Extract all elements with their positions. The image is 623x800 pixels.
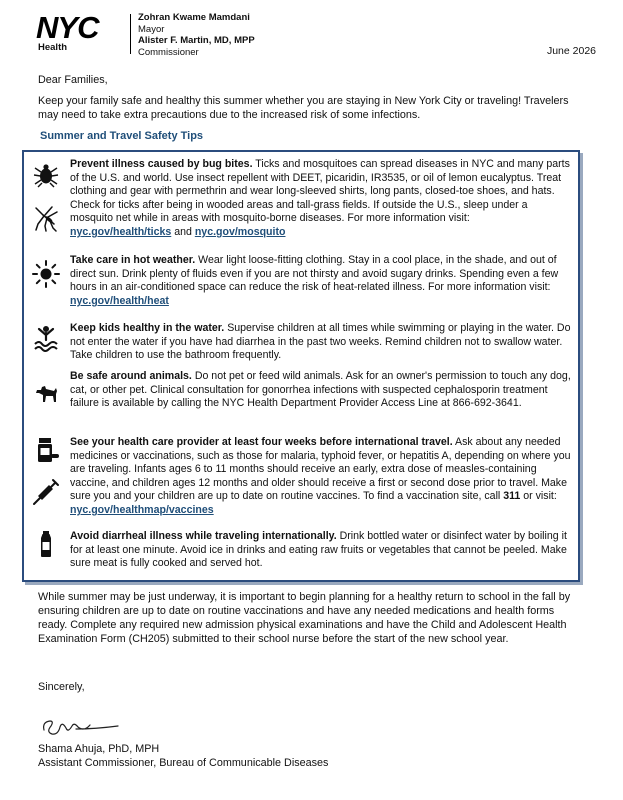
mayor-title: Mayor <box>138 23 165 35</box>
closing-paragraph: While summer may be just underway, it is important to begin planning for a healthy return to school in the fall by ensuring children are up to date on routine vaccinations and have any needed medications and health forms ready. Complete any required new admission physical examinations and have the Child and Adolescent Health Examination Form (CH205) submitted to their school nurse before the start of the new school year. <box>38 591 571 645</box>
commissioner-name: Alister F. Martin, MD, MPP <box>138 35 255 46</box>
syringe-icon <box>32 478 60 506</box>
sign-off: Sincerely, <box>38 681 85 693</box>
mayor-name: Zohran Kwame Mamdani <box>138 12 250 23</box>
tip-body: Supervise children at all times while swimming or playing in the water. Do not enter the water if you have had diarrhea in the past two weeks. Remind children not to swallow water. Take children to use the bathroom frequently. <box>70 322 571 362</box>
logo-text: NYC <box>36 10 99 45</box>
link-joiner: and <box>171 225 195 238</box>
tip-body: Wear light loose-fitting clothing. Stay in a cool place, in the shade, and out of direct sun. Drink plenty of fluids even if you are not thirsty and avoid sugary drinks. Spending even a few hours in an air-conditioned space can reduce the risk of heat-related illness. For more information visit: <box>70 254 559 294</box>
tip-heading: Prevent illness caused by bug bites. <box>70 158 253 170</box>
tip-body: Drink bottled water or disinfect water by boiling it for at least one minute. Avoid ice in drinks and eating raw fruits or vegetables that cannot be peeled. Make sure meat is fully cooked and served hot. <box>70 530 567 570</box>
signer-title: Assistant Commissioner, Bureau of Communicable Diseases <box>38 757 329 769</box>
ticks-link[interactable]: nyc.gov/health/ticks <box>70 225 172 238</box>
tip-provider-visit <box>70 436 572 518</box>
tip-animals <box>70 370 572 411</box>
tip-heading: Keep kids healthy in the water. <box>70 322 225 334</box>
letter-date: June 2026 <box>546 45 596 57</box>
tip-hot-weather <box>70 254 572 308</box>
tip-body: Do not pet or feed wild animals. Ask for an owner's permission to touch any dog, cat, or other pet. Clinical consultation for gonorrhea infections with suspected cephalosporin treatment failure is available by calling the NYC Health Department Provider Access Line at 866-692-3641. <box>70 370 571 410</box>
vaccines-link[interactable]: nyc.gov/healthmap/vaccines <box>70 503 214 516</box>
officials-block <box>138 12 255 58</box>
tips-box <box>22 150 580 582</box>
salutation: Dear Families, <box>38 74 108 86</box>
header-divider <box>130 14 131 54</box>
tip-bug-bites <box>70 158 572 240</box>
sun-icon <box>32 260 60 288</box>
signer-block <box>38 742 586 770</box>
logo-subtext: Health <box>38 42 68 53</box>
letterhead <box>36 12 596 62</box>
tick-icon <box>32 160 60 188</box>
dog-icon <box>32 380 60 408</box>
tip-body: Ask about any needed medicines or vaccinations, such as those for malaria, typhoid fever, or hepatitis A, depending on where you are traveling. Infants ages 6 to 11 months should receive an early, extra dose of measles-containing vaccine, and children ages 12 months and older should receive a first or second dose prior to travel. Make sure you and your children are up to date on routine vaccines. To find a vaccination site, call <box>70 436 571 503</box>
tip-heading: Avoid diarrheal illness while traveling internationally. <box>70 530 337 542</box>
tip-heading: See your health care provider at least four weeks before international travel. <box>70 436 453 448</box>
tip-body: Ticks and mosquitoes can spread diseases in NYC and many parts of the U.S. and world. Use insect repellent with DEET, picaridin, IR3535, or oil of lemon eucalyptus. Treat clothing and gear with permethrin and wear long-sleeved shirts, long pants, closed-toe shoes, and hats. Check for ticks after being in wooded areas and tall-grass fields. If outside the U.S., sleep under a mosquito net while in areas with mosquito-borne diseases. For more information visit: <box>70 158 570 225</box>
mosquito-link[interactable]: nyc.gov/mosquito <box>194 225 286 238</box>
handwritten-signature <box>40 712 120 740</box>
pill-bottle-icon <box>32 436 60 464</box>
intro-paragraph: Keep your family safe and healthy this summer whether you are staying in New York City or traveling! Travelers may need to take extra precautions due to the increased risk of some infections. <box>38 95 569 121</box>
mosquito-icon <box>32 204 60 232</box>
tip-heading: Be safe around animals. <box>70 370 192 382</box>
section-title: Summer and Travel Safety Tips <box>40 130 204 142</box>
water-bottle-icon <box>32 530 60 558</box>
tip-heading: Take care in hot weather. <box>70 254 196 266</box>
nyc-health-logo <box>36 12 128 58</box>
commissioner-title: Commissioner <box>138 46 199 58</box>
signer-name: Shama Ahuja, PhD, MPH <box>38 743 160 755</box>
tip-diarrheal-illness <box>70 530 572 571</box>
heat-link[interactable]: nyc.gov/health/heat <box>70 294 169 307</box>
tip-water <box>70 322 572 363</box>
link-joiner: or visit: <box>520 490 557 503</box>
phone-311: 311 <box>503 490 521 503</box>
swimmer-icon <box>32 324 60 352</box>
